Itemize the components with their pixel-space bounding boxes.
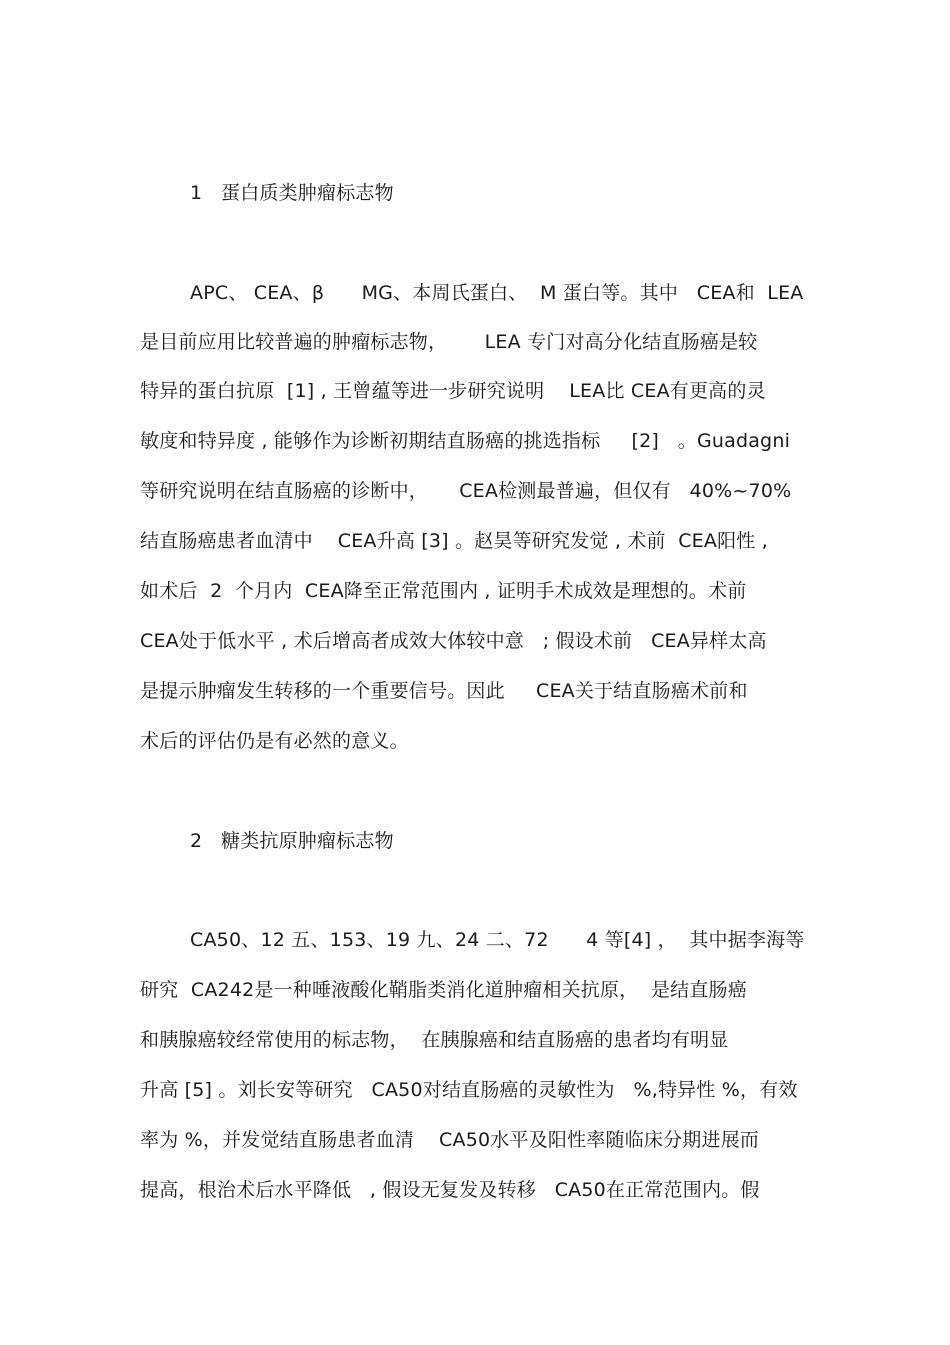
- paragraph-line: 如术后 2 个月内 CEA降至正常范围内 , 证明手术成效是理想的。术前: [140, 580, 747, 602]
- paragraph-line: 研究 CA242是一种唾液酸化鞘脂类消化道肿瘤相关抗原， 是结直肠癌: [140, 979, 747, 1001]
- paragraph-line: CEA处于低水平 , 术后增高者成效大体较中意 ; 假设术前 CEA异样太高: [140, 630, 767, 652]
- paragraph-line: 是目前应用比较普遍的肿瘤标志物， LEA 专门对高分化结直肠癌是较: [140, 331, 758, 353]
- paragraph-line: 敏度和特异度 , 能够作为诊断初期结直肠癌的挑选指标 [2] 。Guadagni: [140, 430, 791, 452]
- paragraph-line: 提高，根治术后水平降低 , 假设无复发及转移 CA50在正常范围内。假: [140, 1179, 760, 1201]
- paragraph-line: CA50、12 五、153、19 九、24 二、72 4 等[4] ， 其中据李海等: [190, 929, 805, 951]
- paragraph-line: 术后的评估仍是有必然的意义。: [140, 730, 409, 752]
- paragraph-line: 是提示肿瘤发生转移的一个重要信号。因此 CEA关于结直肠癌术前和: [140, 680, 748, 702]
- paragraph-line: 升高 [5] 。刘长安等研究 CA50对结直肠癌的灵敏性为 %,特异性 %，有效: [140, 1079, 798, 1101]
- paragraph-line: 等研究说明在结直肠癌的诊断中， CEA检测最普遍，但仅有 40%~70%: [140, 480, 792, 502]
- paragraph-line: 和胰腺癌较经常使用的标志物， 在胰腺癌和结直肠癌的患者均有明显: [140, 1029, 729, 1051]
- paragraph-line: 结直肠癌患者血清中 CEA升高 [3] 。赵昊等研究发觉 , 术前 CEA阳性 ,: [140, 530, 768, 552]
- paragraph-line: 率为 %，并发觉结直肠患者血清 CA50水平及阳性率随临床分期进展而: [140, 1129, 760, 1151]
- paragraph-line: 特异的蛋白抗原 [1] , 王曾蕴等进一步研究说明 LEA比 CEA有更高的灵: [140, 380, 766, 402]
- section-heading-protein-markers: 1 蛋白质类肿瘤标志物: [190, 182, 394, 204]
- paragraph-line: APC、 CEA、β MG、本周氏蛋白、 M 蛋白等。其中 CEA和 LEA: [190, 282, 804, 304]
- section-heading-carbohydrate-markers: 2 糖类抗原肿瘤标志物: [190, 830, 394, 852]
